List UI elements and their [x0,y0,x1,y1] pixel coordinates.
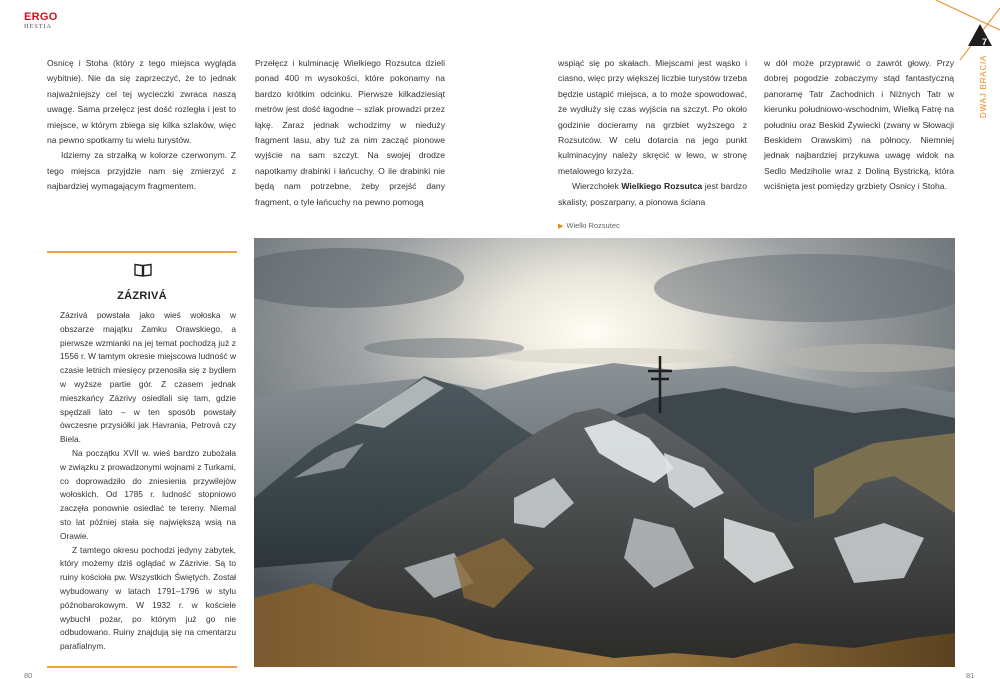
book-icon [134,263,152,277]
col2-paragraph: Przełęcz i kulminację Wielkiego Rozsutca dzieli ponad 400 m wysokości, które pokonamy na bardzo krótkim odcinku. Pierwsze kilkadziesiąt metrów jest dość łagodne – szlak prowadzi przez łąkę. Zaraz jednak wchodzimy w nieduży fragment lasu, aby tuż za nim zacząć pionowe wyjście na sam szczyt. Na swojej drodze napotkamy drabinki i łańcuchy. O ile drabinki nie będą nam potrzebne, żeby przejść dany fragment, o tyle łańcuchy na pewno pomogą [255,58,445,207]
caption-arrow-icon: ▶ [558,223,564,230]
col1-paragraph-2: Idziemy za strzałką w kolorze czerwonym. Z tego miejsca przyjdzie nam się zmierzyć z najbardziej wymagającym fragmentem. [47,150,236,192]
page-number-triangle [968,24,992,46]
mountain-summit-photo [254,238,955,667]
col3-p2-pre: Wierzchołek [572,181,622,192]
col1-paragraph-1: Osnicę i Stoha (który z tego miejsca wygląda wybitnie). Nie da się zaprzeczyć, że to jednak najważniejszy cel tej wycieczki zwraca naszą uwagę. Sama przełęcz jest dość rozległa i jest to miejsce, w którym zbiega się kilka szlaków, więc na pewno spotkamy tu wielu turystów. [47,58,236,146]
sidebar-top-rule [47,251,237,253]
logo-ergo-text: ERGO [24,11,58,23]
folio-right: 81 [966,671,975,679]
corner-decoration [930,0,1000,60]
folio-left: 80 [24,671,33,679]
sidebar-bottom-rule [47,666,237,668]
sidebar-paragraph-1: Zázrivá powstała jako wieś wołoska w obszarze majątku Zamku Orawskiego, a pierwsze wzmianki na jej temat pochodzą już z 1556 r. W tamtym okresie miejscowa ludność w czasie letnich miesięcy przenosiła się z bydłem w wyższe partie gór. Z czasem jednak mieszkańcy Zázrivy osiedlali się tam, gdzie spędzali lato – w ten sposób powstały ówczesne przysiółki jak Havrania, Petrová czy Biela. [60,310,236,445]
col3-p2-post: jest bardzo skalisty, poszarpany, a pionowa ściana [558,181,747,207]
col4-paragraph: w dół może przyprawić o zawrót głowy. Przy dobrej pogodzie zobaczymy stąd fantastyczną panoramę Tatr Zachodnich i Niżnych Tatr w kierunku południowo-wschodnim, Wielką Fatrę na południu oraz Beskid Żywiecki (zwany w Słowacji Beskidem Orawskim) na północy. Niemniej jednak najbardziej przykuwa uwagę widok na Sedlo Medziholie wraz z Doliną Bystricką, która wciśnięta jest pomiędzy grzbiety Osnicy i Stoha. [764,58,954,192]
sidebar-paragraph-3: Z tamtego okresu pochodzi jedyny zabytek, który możemy dziś oglądać w Zázrivie. Są to ruiny kościoła pw. Wszystkich Świętych. Został wybudowany w latach 1791–1796 w stylu późnobarokowym. W 1932 r. w kościele wybuchł pożar, po którym już go nie odbudowano. Ruiny znajdują się na cmentarzu parafialnym. [60,544,236,652]
col3-paragraph-2 [558,179,747,210]
caption-text: Wielki Rozsutec [566,221,620,230]
col3-paragraph-1: wspiąć się po skałach. Miejscami jest wąsko i ciasno, więc przy większej liczbie turystów trzeba będzie ustąpić miejsca, a to może spowodować, że wydłuży się czas wyjścia na szczyt. Po około godzinie docieramy na grzbiet wyższego z Rozsutców. W celu dotarcia na jego punkt kulminacyjny należy skręcić w lewo, w stronę metalowego krzyża. [558,58,747,176]
sidebar-paragraph-2: Na początku XVII w. wieś bardzo zubożała w związku z prowadzonymi wojnami z Turkami, co doprowadziło do zniesienia przywilejów wołoskich. Od 1785 r. ludność stopniowo zaczęła ponownie osiedlać te tereny. Niemal sto lat później stała się największą wsią na Orawie. [60,447,236,541]
photo-caption [558,221,620,230]
text-column-2 [255,56,445,210]
page-number: 7 [982,37,988,47]
ergo-hestia-logo [24,12,58,31]
text-column-1 [47,56,236,195]
logo-hestia-text: HESTIA [24,23,52,30]
section-label: DWAJ BRACIA [979,54,988,118]
sidebar-title: ZÁZRIVÁ [117,290,167,302]
peak-name-bold: Wielkiego Rozsutca [621,181,703,192]
sidebar-text [60,309,236,654]
text-column-4 [764,56,954,195]
text-column-3 [558,56,747,210]
